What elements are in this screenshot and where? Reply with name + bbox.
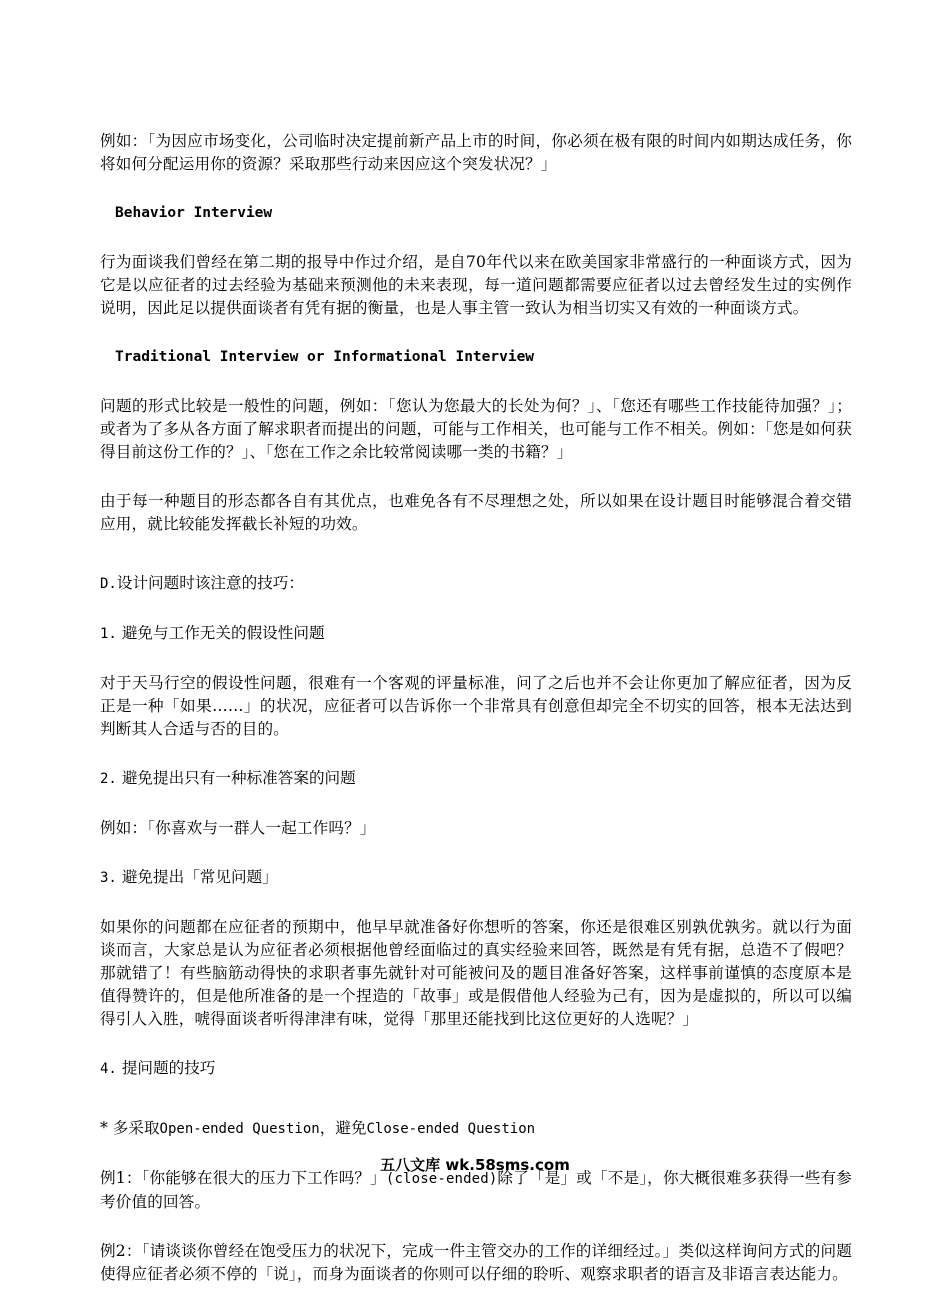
example-1-question: 例1：「你能够在很大的压力下工作吗？」	[100, 1169, 386, 1187]
tip-open-ended	[100, 1117, 852, 1141]
section-d-prefix: D.	[100, 576, 117, 592]
example-1-comment: 除了「是」或「不是」，你大概很难多获得一些有参考价值的回答。	[100, 1169, 852, 1211]
tip-avoid: ，避免	[319, 1119, 367, 1137]
paragraph-hypothetical-questions: 对于天马行空的假设性问题，很难有一个客观的评量标准，问了之后也并不会让你更加了解应征者，因为反正是一种「如果……」的状况，应征者可以告诉你一个非常具有创意但却完全不切实的回答，根本无法达到判断其人合适与否的目的。	[100, 674, 852, 738]
list-item-3	[100, 866, 852, 890]
paragraph-example-market: 例如：「为因应市场变化，公司临时决定提前新产品上市的时间，你必须在极有限的时间内如期达成任务，你将如何分配运用你的资源？采取那些行动来因应这个突发状况？」	[100, 132, 852, 173]
tip-open-ended-term: Open-ended Question	[159, 1121, 320, 1137]
page-footer	[0, 1155, 950, 1175]
list-item-2-number: 2.	[100, 771, 117, 787]
list-item-4	[100, 1057, 852, 1081]
list-item-3-text: 避免提出「常见问题」	[121, 868, 278, 886]
tip-prefix: * 多采取	[100, 1119, 160, 1137]
section-d-text: 设计问题时该注意的技巧：	[116, 574, 304, 592]
list-item-2	[100, 767, 852, 791]
heading-behavior-interview: Behavior Interview	[115, 205, 273, 221]
paragraph-example-2: 例2：「请谈谈你曾经在饱受压力的状况下，完成一件主管交办的工作的详细经过。」类似这样询问方式的问题使得应征者必须不停的「说」，而身为面谈者的你则可以仔细的聆听、观察求职者的语言及非语言表达能力。	[100, 1242, 852, 1283]
document-body	[100, 130, 852, 1312]
heading-traditional-interview: Traditional Interview or Informational Interview	[115, 349, 535, 365]
paragraph-common-questions: 如果你的问题都在应征者的预期中，他早早就准备好你想听的答案，你还是很难区别孰优孰劣。就以行为面谈而言，大家总是认为应征者必须根据他曾经面临过的真实经验来回答，既然是有凭有据，总造不了假吧？那就错了！有些脑筋动得快的求职者事先就针对可能被问及的题目准备好答案，这样事前谨慎的态度原本是值得赞许的，但是他所准备的是一个捏造的「故事」或是假借他人经验为己有，因为是虚拟的，所以可以编得引人入胜，唬得面谈者听得津津有味，觉得「那里还能找到比这位更好的人选呢？」	[100, 918, 852, 1028]
list-item-1	[100, 622, 852, 646]
paragraph-traditional-interview: 问题的形式比较是一般性的问题，例如：「您认为您最大的长处为何？」、「您还有哪些工作技能待加强？」；或者为了多从各方面了解求职者而提出的问题，可能与工作相关，也可能与工作不相关。例如：「您是如何获得目前这份工作的？」、「您在工作之余比较常阅读哪一类的书籍？」	[100, 397, 852, 461]
paragraph-behavior-interview: 行为面谈我们曾经在第二期的报导中作过介绍，是自70年代以来在欧美国家非常盛行的一种面谈方式，因为它是以应征者的过去经验为基础来预测他的未来表现，每一道问题都需要应征者以过去曾经发生过的实例作说明，因此足以提供面谈者有凭有据的衡量，也是人事主管一致认为相当切实又有效的一种面谈方式。	[100, 253, 852, 317]
paragraph-mixed-question-types: 由于每一种题目的形态都各自有其优点，也难免各有不尽理想之处，所以如果在设计题目时能够混合着交错应用，就比较能发挥截长补短的功效。	[100, 492, 852, 533]
list-item-1-number: 1.	[100, 626, 117, 642]
list-item-4-number: 4.	[100, 1061, 117, 1077]
list-item-4-text: 提问题的技巧	[121, 1059, 216, 1077]
section-d-title	[100, 572, 852, 596]
list-item-2-text: 避免提出只有一种标准答案的问题	[121, 769, 356, 787]
tip-close-ended-term: Close-ended Question	[366, 1121, 536, 1137]
list-item-1-text: 避免与工作无关的假设性问题	[121, 624, 325, 642]
paragraph-example-teamwork: 例如：「你喜欢与一群人一起工作吗？」	[100, 819, 376, 837]
example-1-tag: (close-ended)	[385, 1171, 498, 1187]
list-item-3-number: 3.	[100, 870, 117, 886]
footer-site-name: 五八文库	[380, 1156, 441, 1174]
footer-site-url[interactable]: wk.58sms.com	[445, 1156, 570, 1174]
